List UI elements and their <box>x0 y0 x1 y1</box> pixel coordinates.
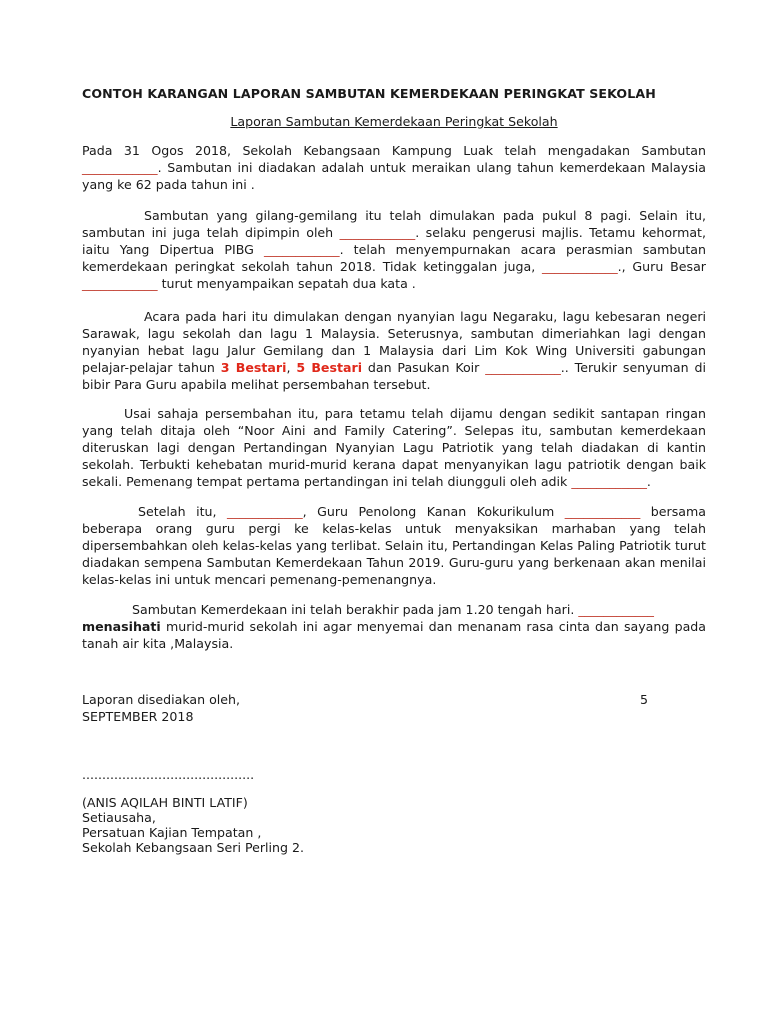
highlight-class-3-bestari: 3 Bestari <box>220 360 287 375</box>
fill-in-blank: ____________ <box>578 602 654 617</box>
fill-in-blank: ____________ <box>564 504 641 519</box>
paragraph-5: Setelah itu, ____________, Guru Penolong Kanan Kokurikulum ____________ bersama beberapa orang guru pergi ke kelas-kelas untuk menyaksikan marhaban yang telah dipersembahkan oleh kelas-kelas yang terlibat. Selain itu, Pertandingan Kelas Paling Patriotik turut diadakan sempena Sambutan Kemerdekaan Tahun 2019. Guru-guru yang berkenaan akan menilai kelas-kelas ini untuk mencari pemenang-pemenangnya. <box>82 504 706 587</box>
signatory-name: (ANIS AQILAH BINTI LATIF) <box>82 795 248 810</box>
report-month-year: SEPTEMBER 2018 <box>82 709 194 724</box>
fill-in-blank: ____________ <box>571 474 647 489</box>
fill-in-blank: ____________ <box>82 276 158 291</box>
report-day: 5 <box>640 692 649 707</box>
paragraph-3: Acara pada hari itu dimulakan dengan nyanyian lagu Negaraku, lagu kebesaran negeri Sarawak, lagu sekolah dan lagu 1 Malaysia. Seterusnya, sambutan dimeriahkan lagi dengan nyanyian hebat lagu Jalur Gemilang dan 1 Malaysia dari Lim Kok Wing Universiti gabungan pelajar-pelajar tahun 3 Bestari, 5 Bestari dan Pasukan Koir ____________.. Terukir senyuman di bibir Para Guru apabila melihat persembahan tersebut. <box>82 309 706 392</box>
signature-line: ........................................... <box>82 767 255 782</box>
highlight-class-5-bestari: 5 Bestari <box>296 360 363 375</box>
signatory-school: Sekolah Kebangsaan Seri Perling 2. <box>82 840 305 855</box>
fill-in-blank: ____________ <box>264 242 340 257</box>
fill-in-blank: ____________ <box>339 225 416 240</box>
fill-in-blank: ____________ <box>82 160 158 175</box>
fill-in-blank: ____________ <box>542 259 618 274</box>
prepared-by-label: Laporan disediakan oleh, <box>82 692 241 707</box>
paragraph-1: Pada 31 Ogos 2018, Sekolah Kebangsaan Kampung Luak telah mengadakan Sambutan ____________. Sambutan ini diadakan adalah untuk meraikan ulang tahun kemerdekaan Malaysia yang ke 62 pada tahun ini . <box>82 143 706 192</box>
signatory-role: Setiausaha, <box>82 810 156 825</box>
fill-in-blank: ____________ <box>485 360 561 375</box>
paragraph-6: Sambutan Kemerdekaan ini telah berakhir pada jam 1.20 tengah hari. ____________ menasihati murid-murid sekolah ini agar menyemai dan menanam rasa cinta dan sayang pada tanah air kita ,Malaysia. <box>82 602 706 651</box>
document-title: CONTOH KARANGAN LAPORAN SAMBUTAN KEMERDEKAAN PERINGKAT SEKOLAH <box>82 86 656 101</box>
document-subtitle: Laporan Sambutan Kemerdekaan Peringkat Sekolah <box>230 114 558 129</box>
fill-in-blank: ____________ <box>227 504 303 519</box>
paragraph-4: Usai sahaja persembahan itu, para tetamu telah dijamu dengan sedikit santapan ringan yang telah ditaja oleh “Noor Aini and Family Catering”. Selepas itu, sambutan kemerdekaan diteruskan lagi dengan Pertandingan Nyanyian Lagu Patriotik yang telah diadakan di kantin sekolah. Terbukti kehebatan murid-murid kerana dapat menyanyikan lagu patriotik dengan baik sekali. Pemenang tempat pertama pertandingan ini telah diungguli oleh adik ____________. <box>82 406 706 489</box>
signatory-organization: Persatuan Kajian Tempatan , <box>82 825 262 840</box>
emphasis-menasihati: menasihati <box>82 619 161 634</box>
paragraph-2: Sambutan yang gilang-gemilang itu telah dimulakan pada pukul 8 pagi. Selain itu, sambutan ini juga telah dipimpin oleh ____________. selaku pengerusi majlis. Tetamu kehormat, iaitu Yang Dipertua PIBG ____________. telah menyempurnakan acara perasmian sambutan kemerdekaan peringkat sekolah tahun 2018. Tidak ketinggalan juga, ____________., Guru Besar ____________ turut menyampaikan sepatah dua kata . <box>82 208 706 291</box>
